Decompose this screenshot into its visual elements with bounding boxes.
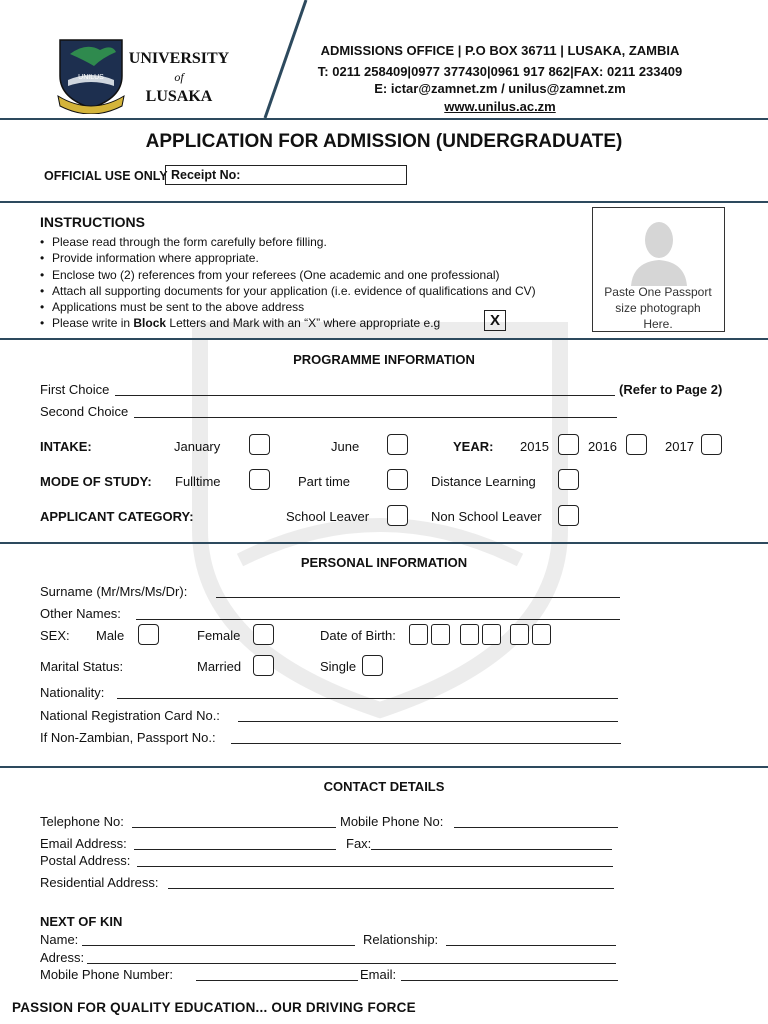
kin-address-label: Adress: — [40, 950, 85, 965]
instruction-item-last — [40, 315, 536, 331]
kin-name-field[interactable] — [82, 934, 355, 946]
dob-day-digit-2[interactable] — [431, 624, 450, 645]
university-name-of: of — [174, 70, 184, 84]
university-crest-logo — [56, 36, 126, 114]
programme-section-title: PROGRAMME INFORMATION — [293, 352, 475, 367]
nationality-field[interactable] — [117, 687, 618, 699]
instruction-item: • Please read through the form carefully before filling. — [40, 234, 536, 250]
programme-rule — [0, 338, 768, 340]
website-link[interactable]: www.unilus.ac.zm — [444, 99, 556, 114]
dob-day-digit-1[interactable] — [409, 624, 428, 645]
personal-section-title: PERSONAL INFORMATION — [300, 555, 468, 570]
university-name-line2: LUSAKA — [145, 88, 213, 105]
office-address: ADMISSIONS OFFICE | P.O BOX 36711 | LUSAKA, ZAMBIA — [320, 43, 680, 58]
instructions-rule-top — [0, 201, 768, 203]
first-choice-field[interactable] — [115, 384, 615, 396]
intake-june-checkbox[interactable] — [387, 434, 408, 455]
kin-address-field[interactable] — [87, 952, 616, 964]
official-use-label: OFFICIAL USE ONLY — [44, 169, 168, 183]
mobile-phone-label: Mobile Phone No: — [340, 814, 444, 829]
passport-photo-box[interactable] — [592, 207, 725, 332]
year-2015-label: 2015 — [520, 439, 549, 454]
intake-january-checkbox[interactable] — [249, 434, 270, 455]
dob-month-digit-1[interactable] — [460, 624, 479, 645]
year-label: YEAR: — [453, 439, 494, 454]
nationality-label: Nationality: — [40, 685, 105, 700]
receipt-number-field[interactable] — [165, 165, 407, 185]
contact-section-title: CONTACT DETAILS — [323, 779, 445, 794]
instruction-text-part: Please write in — [52, 316, 134, 331]
instruction-item: • Provide information where appropriate. — [40, 250, 536, 266]
university-name-line1: UNIVERSITY — [128, 50, 230, 67]
mode-distance-checkbox[interactable] — [558, 469, 579, 490]
other-names-label: Other Names: — [40, 606, 121, 621]
fax-label: Fax: — [346, 836, 372, 851]
kin-mobile-label: Mobile Phone Number: — [40, 967, 173, 982]
receipt-label: Receipt No: — [171, 168, 241, 182]
footer-motto: PASSION FOR QUALITY EDUCATION... OUR DRIVING FORCE — [12, 1000, 416, 1015]
photo-instruction-line: size photograph — [615, 301, 701, 315]
mode-fulltime-checkbox[interactable] — [249, 469, 270, 490]
nrc-label: National Registration Card No.: — [40, 708, 220, 723]
marital-married-checkbox[interactable] — [253, 655, 274, 676]
applicant-category-label: APPLICANT CATEGORY: — [40, 509, 194, 524]
mode-parttime-label: Part time — [298, 474, 351, 489]
category-school-leaver-label: School Leaver — [286, 509, 370, 524]
nrc-field[interactable] — [238, 710, 618, 722]
personal-rule — [0, 542, 768, 544]
refer-page-note: (Refer to Page 2) — [619, 382, 723, 397]
other-names-field[interactable] — [136, 608, 620, 620]
mode-of-study-label: MODE OF STUDY: — [40, 474, 152, 489]
date-of-birth-label: Date of Birth: — [320, 628, 396, 643]
kin-mobile-field[interactable] — [196, 969, 358, 981]
residential-address-label: Residential Address: — [40, 875, 159, 890]
sex-male-checkbox[interactable] — [138, 624, 159, 645]
residential-address-field[interactable] — [168, 877, 614, 889]
sex-label: SEX: — [40, 628, 70, 643]
second-choice-label: Second Choice — [40, 404, 129, 419]
year-2017-checkbox[interactable] — [701, 434, 722, 455]
example-mark-box: X — [484, 310, 506, 331]
instruction-item: • Attach all supporting documents for your application (i.e. evidence of qualifications and CV) — [40, 283, 536, 299]
year-2017-label: 2017 — [665, 439, 694, 454]
marital-single-label: Single — [320, 659, 357, 674]
sex-male-label: Male — [96, 628, 125, 643]
instruction-item: • Enclose two (2) references from your referees (One academic and one professional) — [40, 267, 536, 283]
photo-instruction — [593, 284, 723, 332]
dob-month-digit-2[interactable] — [482, 624, 501, 645]
postal-address-field[interactable] — [137, 855, 613, 867]
instruction-item: • Applications must be sent to the above address — [40, 299, 536, 315]
contact-rule — [0, 766, 768, 768]
marital-single-checkbox[interactable] — [362, 655, 383, 676]
sex-female-label: Female — [197, 628, 241, 643]
surname-field[interactable] — [216, 586, 620, 598]
passport-field[interactable] — [231, 732, 621, 744]
kin-relationship-field[interactable] — [446, 934, 616, 946]
year-2015-checkbox[interactable] — [558, 434, 579, 455]
instructions-list — [40, 234, 536, 332]
header-rule — [0, 118, 768, 120]
kin-email-field[interactable] — [401, 969, 618, 981]
intake-label: INTAKE: — [40, 439, 92, 454]
email-address-field[interactable] — [134, 838, 336, 850]
dob-year-digit-2[interactable] — [532, 624, 551, 645]
mode-fulltime-label: Fulltime — [175, 474, 221, 489]
kin-email-label: Email: — [360, 967, 397, 982]
year-2016-checkbox[interactable] — [626, 434, 647, 455]
form-title: APPLICATION FOR ADMISSION (UNDERGRADUATE) — [145, 131, 623, 152]
next-of-kin-title: NEXT OF KIN — [40, 914, 123, 929]
photo-instruction-line: Here. — [643, 317, 673, 331]
phone-line: T: 0211 258409|0977 377430|0961 917 862|FAX: 0211 233409 — [317, 64, 683, 79]
postal-address-label: Postal Address: — [40, 853, 131, 868]
second-choice-field[interactable] — [134, 406, 617, 418]
category-school-leaver-checkbox[interactable] — [387, 505, 408, 526]
instruction-bold-word: Block — [133, 316, 167, 331]
dob-year-digit-1[interactable] — [510, 624, 529, 645]
photo-instruction-line: Paste One Passport — [604, 285, 712, 299]
category-non-school-leaver-checkbox[interactable] — [558, 505, 579, 526]
sex-female-checkbox[interactable] — [253, 624, 274, 645]
year-2016-label: 2016 — [588, 439, 617, 454]
intake-june-label: June — [331, 439, 360, 454]
kin-relationship-label: Relationship: — [363, 932, 439, 947]
marital-married-label: Married — [197, 659, 242, 674]
telephone-label: Telephone No: — [40, 814, 124, 829]
intake-january-label: January — [174, 439, 221, 454]
marital-status-label: Marital Status: — [40, 659, 124, 674]
fax-field[interactable] — [371, 838, 612, 850]
mode-distance-label: Distance Learning — [431, 474, 536, 489]
instruction-text-part: Letters and Mark with an “X” where appropriate e.g — [166, 316, 441, 331]
email-line: E: ictar@zamnet.zm / unilus@zamnet.zm — [374, 81, 626, 96]
kin-name-label: Name: — [40, 932, 79, 947]
telephone-field[interactable] — [132, 816, 336, 828]
category-non-school-leaver-label: Non School Leaver — [431, 509, 542, 524]
instructions-title: INSTRUCTIONS — [40, 214, 145, 230]
crest-text: UNILUS — [78, 74, 104, 81]
first-choice-label: First Choice — [40, 382, 110, 397]
surname-label: Surname (Mr/Mrs/Ms/Dr): — [40, 584, 188, 599]
mobile-phone-field[interactable] — [454, 816, 618, 828]
email-address-label: Email Address: — [40, 836, 127, 851]
passport-label: If Non-Zambian, Passport No.: — [40, 730, 216, 745]
mode-parttime-checkbox[interactable] — [387, 469, 408, 490]
person-silhouette-icon — [629, 218, 689, 286]
